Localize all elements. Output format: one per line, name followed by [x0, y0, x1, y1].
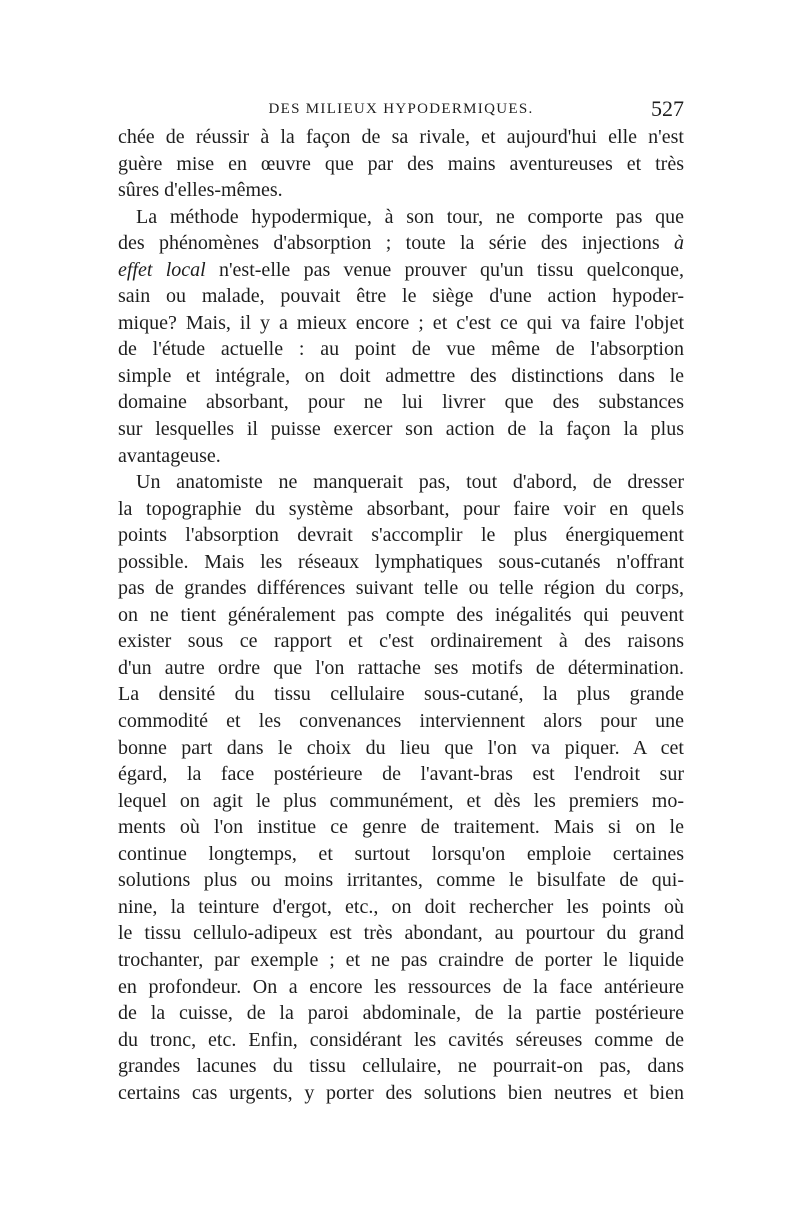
text-line	[118, 443, 684, 470]
paragraph	[118, 204, 684, 469]
text-segment: sain ou malade, pouvait être le siège d'une action hypoder-	[118, 285, 684, 308]
text-line	[118, 1000, 684, 1027]
text-line	[118, 310, 684, 337]
text-line	[118, 867, 684, 894]
body-text	[118, 124, 684, 1106]
text-segment: commodité et les convenances interviennent alors pour une	[118, 710, 684, 733]
text-segment: chée de réussir à la façon de sa rivale, et aujourd'hui elle n'est	[118, 126, 684, 148]
text-line	[118, 708, 684, 735]
text-segment: continue longtemps, et surtout lorsqu'on emploie certaines	[118, 842, 684, 865]
text-segment: sur lesquelles il puisse exercer son action de la façon la plus	[118, 418, 684, 441]
text-line	[118, 549, 684, 576]
text-segment: trochanter, par exemple ; et ne pas craindre de porter le liquide	[118, 948, 684, 971]
paragraph	[118, 469, 684, 1106]
text-line	[118, 336, 684, 363]
text-line	[118, 974, 684, 1001]
text-segment: grandes lacunes du tissu cellulaire, ne pourrait-on pas, dans	[118, 1055, 684, 1078]
text-segment: des phénomènes d'absorption ; toute la série des injections	[118, 232, 674, 255]
text-line	[118, 230, 684, 257]
text-line	[118, 496, 684, 523]
text-segment: bonne part dans le choix du lieu que l'on va piquer. A cet	[118, 736, 684, 759]
text-segment: ments où l'on institue ce genre de traitement. Mais si on le	[118, 816, 684, 839]
italic-text: effet local	[118, 258, 206, 281]
text-line	[118, 788, 684, 815]
text-line	[118, 522, 684, 549]
text-line	[118, 628, 684, 655]
running-head-title: DES MILIEUX HYPODERMIQUES.	[268, 101, 534, 117]
text-line	[118, 1027, 684, 1054]
text-line	[118, 655, 684, 682]
text-segment: certains cas urgents, y porter des solutions bien neutres et bien	[118, 1081, 684, 1104]
text-segment: La densité du tissu cellulaire sous-cutané, la plus grande	[118, 683, 684, 706]
text-segment: sûres d'elles-mêmes.	[118, 179, 283, 202]
text-segment: avantageuse.	[118, 444, 221, 467]
text-line	[118, 151, 684, 178]
text-line	[118, 947, 684, 974]
text-line	[118, 920, 684, 947]
text-segment: on ne tient généralement pas compte des inégalités qui peuvent	[118, 603, 684, 626]
text-line	[118, 204, 684, 231]
text-segment: n'est-elle pas venue prouver qu'un tissu quelconque,	[205, 258, 684, 281]
text-line	[118, 283, 684, 310]
text-line	[118, 735, 684, 762]
paragraph	[118, 124, 684, 204]
text-line	[118, 1053, 684, 1080]
text-line	[118, 761, 684, 788]
text-segment: d'un autre ordre que l'on rattache ses motifs de détermination.	[118, 656, 684, 679]
text-segment: possible. Mais les réseaux lymphatiques sous-cutanés n'offrant	[118, 550, 684, 573]
text-segment: mique? Mais, il y a mieux encore ; et c'est ce qui va faire l'objet	[118, 311, 684, 334]
text-line	[118, 389, 684, 416]
text-segment: égard, la face postérieure de l'avant-bras est l'endroit sur	[118, 763, 684, 786]
text-segment: simple et intégrale, on doit admettre des distinctions dans le	[118, 364, 684, 387]
text-line	[118, 257, 684, 284]
text-line	[118, 841, 684, 868]
text-segment: du tronc, etc. Enfin, considérant les cavités séreuses comme de	[118, 1028, 684, 1051]
text-segment: lequel on agit le plus communément, et dès les premiers mo-	[118, 789, 684, 812]
running-head	[118, 96, 684, 122]
text-segment: pas de grandes différences suivant telle ou telle région du corps,	[118, 577, 684, 600]
text-segment: points l'absorption devrait s'accomplir le plus énergiquement	[118, 524, 684, 547]
text-line	[118, 363, 684, 390]
text-line	[118, 416, 684, 443]
text-line	[118, 469, 684, 496]
text-segment: en profondeur. On a encore les ressources de la face antérieure	[118, 975, 684, 998]
italic-text: à	[674, 232, 684, 255]
text-line	[118, 814, 684, 841]
text-segment: le tissu cellulo-adipeux est très abondant, au pourtour du grand	[118, 922, 684, 945]
text-line	[118, 894, 684, 921]
text-line	[118, 681, 684, 708]
text-segment: solutions plus ou moins irritantes, comme le bisulfate de qui-	[118, 869, 684, 892]
text-segment: la topographie du système absorbant, pour faire voir en quels	[118, 497, 684, 520]
text-segment: Un anatomiste ne manquerait pas, tout d'abord, de dresser	[136, 471, 684, 494]
text-line	[118, 1080, 684, 1107]
text-line	[118, 124, 684, 151]
text-line	[118, 602, 684, 629]
text-line	[118, 575, 684, 602]
text-segment: guère mise en œuvre que par des mains aventureuses et très	[118, 152, 684, 175]
text-segment: domaine absorbant, pour ne lui livrer que des substances	[118, 391, 684, 414]
page-number: 527	[651, 96, 684, 121]
text-segment: nine, la teinture d'ergot, etc., on doit rechercher les points où	[118, 895, 684, 918]
text-segment: de l'étude actuelle : au point de vue même de l'absorption	[118, 338, 684, 361]
text-line	[118, 177, 684, 204]
text-segment: exister sous ce rapport et c'est ordinairement à des raisons	[118, 630, 684, 653]
text-segment: de la cuisse, de la paroi abdominale, de la partie postérieure	[118, 1002, 684, 1025]
text-segment: La méthode hypodermique, à son tour, ne comporte pas que	[136, 205, 684, 228]
